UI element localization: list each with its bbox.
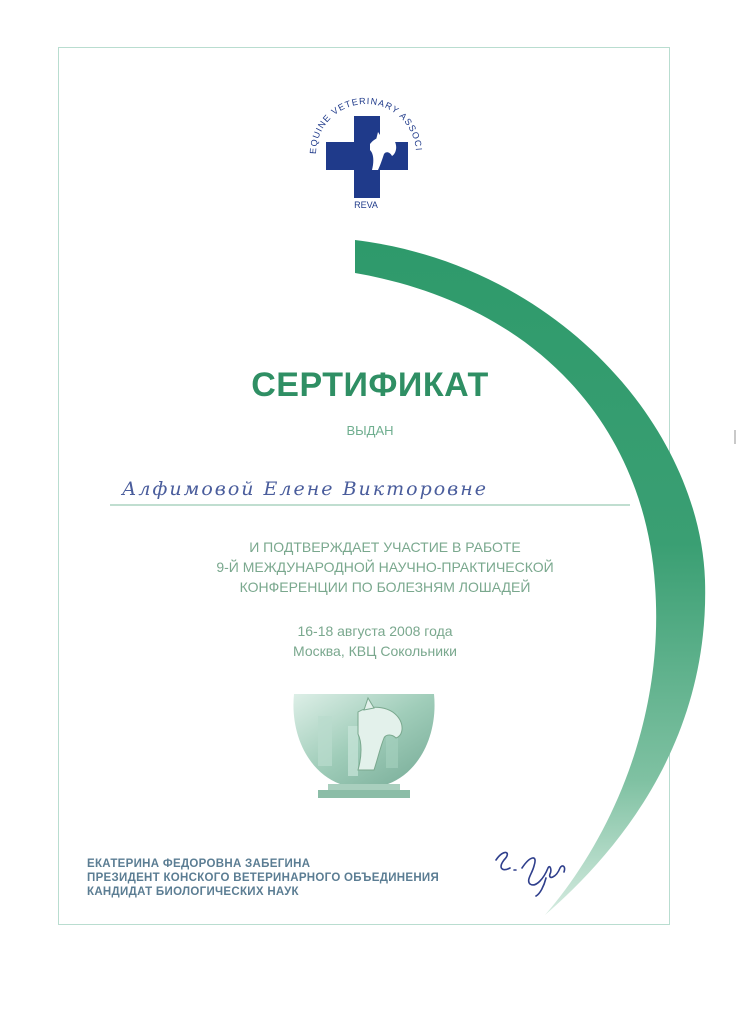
confirmation-line: 9-Й МЕЖДУНАРОДНОЙ НАУЧНО-ПРАКТИЧЕСКОЙ [216,559,554,575]
signer-position: ПРЕЗИДЕНТ КОНСКОГО ВЕТЕРИНАРНОГО ОБЪЕДИНЕНИЯ [87,872,440,884]
signer-name: ЕКАТЕРИНА ФЕДОРОВНА ЗАБЕГИНА [87,858,311,870]
scan-edge-mark [734,430,736,444]
confirmation-text [190,537,580,597]
certificate-title: СЕРТИФИКАТ [251,366,489,404]
event-details [250,621,500,661]
glass-vase-horse-image [288,686,440,804]
recipient-name: Алфимовой Елене Викторовне [122,478,488,500]
signer-block [87,857,487,899]
recipient-line [110,472,630,514]
event-date: 16-18 августа 2008 года [297,623,453,639]
confirmation-line: И ПОДТВЕРЖДАЕТ УЧАСТИЕ В РАБОТЕ [249,539,521,555]
logo-abbr: REVA [354,200,378,210]
confirmation-line: КОНФЕРЕНЦИИ ПО БОЛЕЗНЯМ ЛОШАДЕЙ [239,579,531,595]
logo-arc-text: EQUINE VETERINARY ASSOCI [307,96,424,155]
handwritten-signature [486,838,576,898]
cross-with-horse-head-icon [326,116,408,198]
event-venue: Москва, КВЦ Сокольники [293,643,457,659]
issued-label: ВЫДАН [346,423,394,438]
association-logo [296,96,436,222]
signer-degree: КАНДИДАТ БИОЛОГИЧЕСКИХ НАУК [87,886,299,898]
